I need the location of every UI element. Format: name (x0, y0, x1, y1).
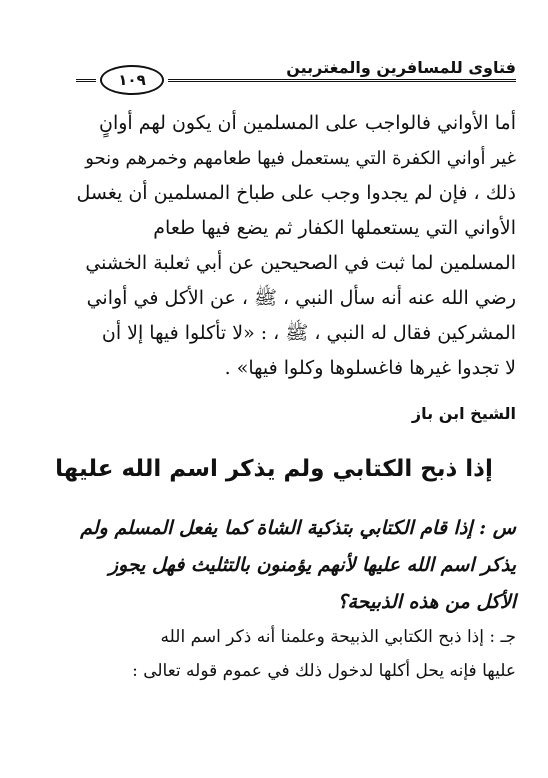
header-rule-short (76, 79, 96, 82)
header-rule (168, 79, 516, 82)
text-line: غير أواني الكفرة التي يستعمل فيها طعامهم وخمرهم ونحو (85, 148, 516, 169)
question-paragraph (76, 510, 516, 621)
text-line: المسلمين لما ثبت في الصحيحين عن أبي ثعلبة الخشني (85, 252, 516, 274)
page-number: ١٠٩ (100, 65, 164, 95)
text-line: ذلك ، فإن لم يجدوا وجب على طباخ المسلمين أن يغسل (76, 182, 516, 204)
section-heading: إذا ذبح الكتابي ولم يذكر اسم الله عليها (55, 456, 493, 482)
text-line: أما الأواني فالواجب على المسلمين أن يكون لهم أوانٍ (98, 112, 516, 134)
question-line: الأكل من هذه الذبيحة؟ (337, 591, 516, 613)
book-title: فتاوى للمسافرين والمغتربين (286, 58, 516, 77)
reply-paragraph (76, 620, 516, 688)
question-line: س : إذا قام الكتابي بتذكية الشاة كما يفعل المسلم ولم (80, 517, 516, 539)
text-line: الأواني التي يستعملها الكفار ثم يضع فيها طعام (153, 217, 516, 239)
page-header (76, 52, 516, 92)
fatwa-attribution: الشيخ ابن باز (411, 404, 516, 423)
text-line: لا تجدوا غيرها فاغسلوها وكلوا فيها» . (224, 357, 516, 379)
question-line: يذكر اسم الله عليها لأنهم يؤمنون بالتثليث فهل يجوز (108, 554, 516, 576)
answer-paragraph (76, 106, 516, 386)
reply-line: جـ : إذا ذبح الكتابي الذبيحة وعلمنا أنه ذكر اسم الله (160, 627, 516, 647)
reply-line: عليها فإنه يحل أكلها لدخول ذلك في عموم قوله تعالى : (132, 661, 516, 681)
text-line: رضي الله عنه أنه سأل النبي ، ﷺ ، عن الأكل في أواني (86, 287, 516, 309)
text-line: المشركين فقال له النبي ، ﷺ ، : «لا تأكلوا فيها إلا أن (101, 322, 516, 344)
